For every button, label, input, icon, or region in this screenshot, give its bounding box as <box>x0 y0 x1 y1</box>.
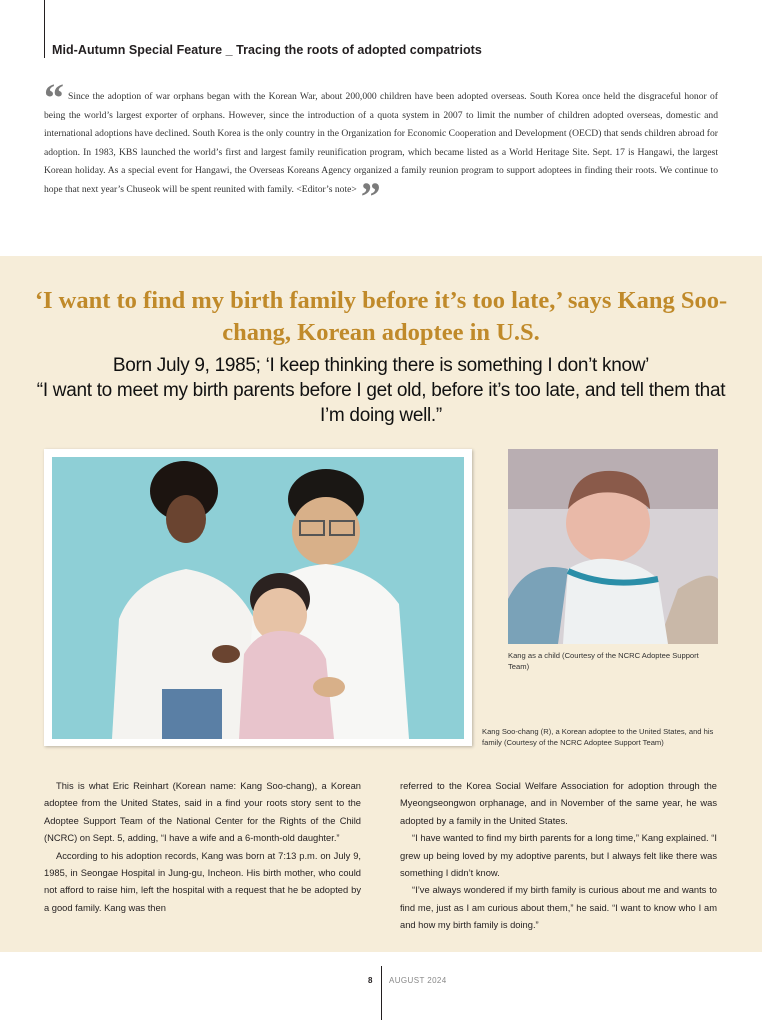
header-rule <box>44 0 45 58</box>
body-column-right <box>400 778 717 935</box>
footer-rule <box>381 966 382 1020</box>
editor-note-text: Since the adoption of war orphans began with the Korean War, about 200,000 children have been adopted overseas. South Korea once held the disgraceful honor of being the world’s largest exporter of orphans. However, since the introduction of a quota system in 2007 to limit the number of children adopted overseas, domestic and international adoptions have declined. South Korea is the only country in the Organization for Economic Cooperation and Development (OECD) that sends children abroad for adoption. In 1983, KBS launched the world’s first and largest family reunification program, which became listed as a World Heritage Site. Sept. 17 is Hangawi, the largest Korean holiday. As a special event for Hangawi, the Overseas Koreans Agency organized a family reunion program to support adoptees in finding their roots. We continue to hope that next year’s Chuseok will be spent reunited with family. <Editor’s note> <box>44 91 718 195</box>
page-number: 8 <box>368 976 373 985</box>
family-photo-image <box>44 449 472 746</box>
family-photo <box>44 449 472 746</box>
baby-photo-image <box>508 449 718 644</box>
subhead-line-2: “I want to meet my birth parents before I get old, before it’s too late, and tell them that I’m doing well.” <box>36 380 726 426</box>
baby-photo-caption: Kang as a child (Courtesy of the NCRC Adoptee Support Team) <box>508 651 699 671</box>
subhead-line-1: Born July 9, 1985; ‘I keep thinking there is something I don’t know’ <box>112 355 650 376</box>
baby-photo <box>508 449 718 644</box>
body-paragraph: referred to the Korea Social Welfare Association for adoption through the Myeongseongwon orphanage, and in November of the same year, he was adopted by a family in the United States. <box>400 781 717 826</box>
body-paragraph: “I have wanted to find my birth parents for a long time,” Kang explained. “I grew up being loved by my adoptive parents, but I always felt like there was something I didn’t know. <box>400 833 717 879</box>
close-quote-icon: ” <box>360 173 381 219</box>
family-photo-caption: Kang Soo-chang (R), a Korean adoptee to the United States, and his family (Courtesy of the NCRC Adoptee Support Team) <box>482 727 714 747</box>
section-title: Mid-Autumn Special Feature _ Tracing the roots of adopted compatriots <box>52 43 482 57</box>
issue-date: AUGUST 2024 <box>389 976 447 985</box>
article-headline: ‘I want to find my birth family before it’s too late,’ says Kang Soo-chang, Korean adoptee in U.S. <box>34 287 728 346</box>
editor-note <box>44 75 718 219</box>
body-column-left <box>44 778 361 917</box>
article-subhead <box>30 353 732 428</box>
open-quote-icon: “ <box>44 75 64 120</box>
body-paragraph: “I’ve always wondered if my birth family is curious about me and wants to find me, just as I am curious about them,” he said. “I want to know who I am and how my birth family is doing.” <box>400 885 717 931</box>
body-paragraph: According to his adoption records, Kang was born at 7:13 p.m. on July 9, 1985, in Seongae Hospital in Jung-gu, Incheon. His birth mother, who could not afford to raise him, left the hospital with a request that he be adopted by a good family. Kang was then <box>44 850 361 913</box>
body-paragraph: This is what Eric Reinhart (Korean name: Kang Soo-chang), a Korean adoptee from the United States, said in a find your roots story sent to the Adoptee Support Team of the National Center for the Rights of the Child (NCRC) on Sept. 5, adding, “I have a wife and a 6-month-old daughter.” <box>44 781 361 844</box>
